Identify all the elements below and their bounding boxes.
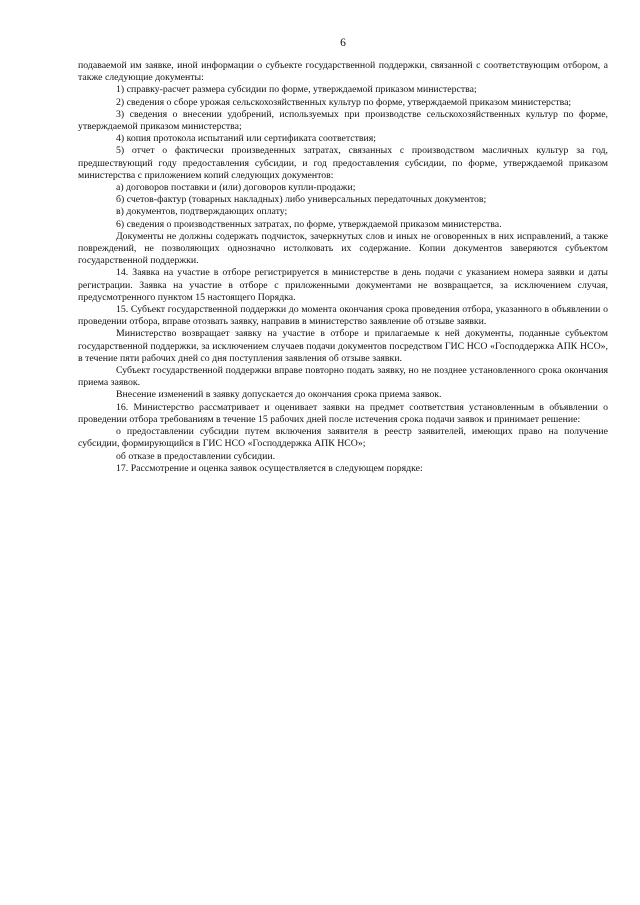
paragraph-16: 16. Министерство рассматривает и оценивает заявки на предмет соответствия установленным в объявлении о проведении отбора требованиям в течение 15 рабочих дней после истечения срока подачи заявок и принимает решение:	[78, 401, 608, 425]
paragraph-6: а) договоров поставки и (или) договоров купли-продажи;	[116, 182, 356, 194]
paragraph-15: Внесение изменений в заявку допускается до окончания срока приема заявок.	[116, 389, 442, 401]
paragraph-0: подаваемой им заявке, иной информации о субъекте государственной поддержки, связанной с соответствующим отбором, а также следующие документы:	[78, 60, 608, 84]
paragraph-7: б) счетов-фактур (товарных накладных) либо универсальных передаточных документов;	[116, 194, 487, 206]
paragraph-19: 17. Рассмотрение и оценка заявок осуществляется в следующем порядке:	[116, 462, 423, 474]
paragraph-12: 15. Субъект государственной поддержки до момента окончания срока проведения отбора, указанного в объявлении о проведении отбора, вправе отозвать заявку, направив в министерство заявление об отзыве заявки.	[78, 304, 608, 328]
paragraph-9: 6) сведения о производственных затратах, по форме, утверждаемой приказом министерства.	[116, 218, 502, 230]
paragraph-2: 2) сведения о сборе урожая сельскохозяйственных культур по форме, утверждаемой приказом министерства;	[116, 96, 572, 108]
paragraph-13: Министерство возвращает заявку на участие в отборе и прилагаемые к ней документы, поданные субъектом государственной поддержки, за исключением случаев подачи документов посредством ГИС НСО «Господдержка АПК НСО», в течение пяти рабочих дней со дня поступления заявления об отзыве заявки.	[78, 328, 608, 364]
paragraph-14: Субъект государственной поддержки вправе повторно подать заявку, но не позднее установленного срока окончания приема заявок.	[78, 365, 608, 389]
paragraph-1: 1) справку-расчет размера субсидии по форме, утверждаемой приказом министерства;	[116, 84, 477, 96]
paragraph-18: об отказе в предоставлении субсидии.	[116, 450, 276, 462]
document-body	[78, 60, 608, 475]
paragraph-11: 14. Заявка на участие в отборе регистрируется в министерстве в день подачи с указанием номера заявки и даты регистрации. Заявка на участие в отборе с приложенными документами не возвращается, за исключением случая, предусмотренного пунктом 15 настоящего Порядка.	[78, 267, 608, 303]
paragraph-5: 5) отчет о фактически произведенных затратах, связанных с производством масличных культур за год, предшествующий году предоставления субсидии, и год предоставления субсидии, по форме, утверждаемой приказом министерства с приложением копий следующих документов:	[78, 145, 608, 181]
paragraph-4: 4) копия протокола испытаний или сертификата соответствия;	[116, 133, 377, 145]
paragraph-10: Документы не должны содержать подчисток, зачеркнутых слов и иных не оговоренных в них исправлений, а также повреждений, не позволяющих однозначно истолковать их содержание. Копии документов заверяются субъектом государственной поддержки.	[78, 230, 608, 267]
page-number: 6	[340, 37, 346, 49]
paragraph-17: о предоставлении субсидии путем включения заявителя в реестр заявителей, имеющих право на получение субсидии, формирующийся в ГИС НСО «Господдержка АПК НСО»;	[78, 426, 608, 450]
paragraph-8: в) документов, подтверждающих оплату;	[116, 206, 288, 218]
paragraph-3: 3) сведения о внесении удобрений, используемых при производстве сельскохозяйственных культур по форме, утверждаемой приказом министерства;	[78, 108, 608, 133]
